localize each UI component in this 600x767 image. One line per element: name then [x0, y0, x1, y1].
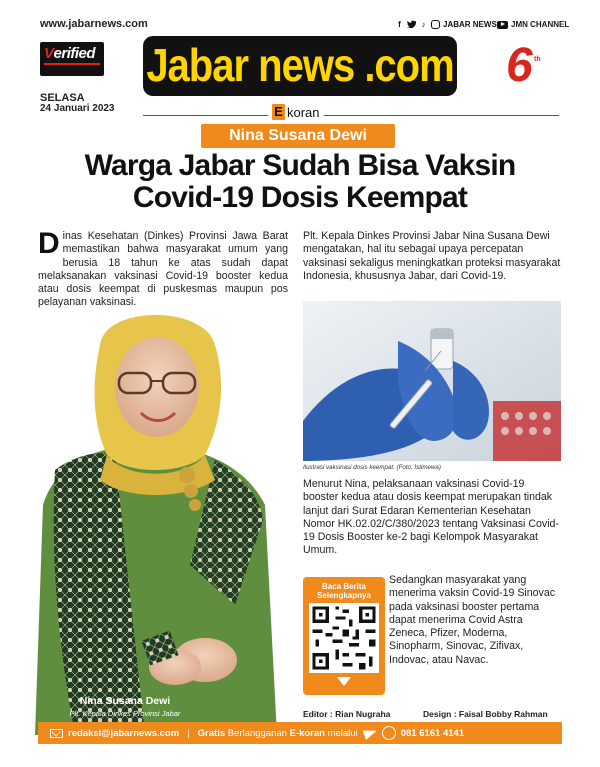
facebook-icon[interactable]: f: [398, 20, 401, 29]
issue-day: SELASA: [40, 92, 85, 104]
photo-caption: Ilustrasi vaksinasi dosis keempat. (Foto: Istimewa): [303, 464, 441, 471]
footer-berlangganan: Berlangganan: [227, 727, 287, 739]
mail-icon: [50, 729, 63, 738]
youtube-icon: [497, 21, 508, 29]
tiktok-icon[interactable]: ♪: [421, 20, 426, 29]
article-paragraph-1: [38, 227, 288, 310]
paragraph-1-text: inas Kesehatan (Dinkes) Provinsi Jawa Barat memastikan bahwa masyarakat umum yang berusia 18 tahun ke atas sudah dapat melaksanakan vaksinasi Covid-19 booster kedua atau dosis keempat di puskesmas maupun pos pelayanan vaksinasi.: [38, 230, 288, 309]
down-arrow-icon: [337, 677, 351, 686]
article-paragraph-2: Plt. Kepala Dinkes Provinsi Jabar Nina Susana Dewi mengatakan, hal itu sebagai upaya percepatan vaksinasi sekaligus meningkatkan proteksi masyarakat Indonesia, khususnya Jabar, dari Covid-19.: [303, 230, 561, 282]
site-url[interactable]: www.jabarnews.com: [40, 18, 148, 30]
footer-email[interactable]: redaksi@jabarnews.com: [68, 727, 180, 739]
social-links: [395, 20, 497, 29]
logo-text: Jabar news .com: [146, 40, 454, 91]
headline-line-1: Warga Jabar Sudah Bisa Vaksin: [84, 149, 516, 182]
anniversary-logo: [500, 39, 552, 102]
dropcap: D: [38, 227, 60, 260]
ekoran-section-label: [268, 104, 324, 120]
read-more-title: Baca Berita Selengkapnya: [317, 582, 371, 600]
ekoran-e-icon: E: [272, 104, 285, 120]
footer-gratis: Gratis: [197, 727, 226, 739]
person-title: Plt. Kepala Dinkes Provinsi Jabar: [69, 709, 181, 718]
social-handle: JABAR NEWS: [443, 20, 497, 29]
section-divider: [143, 115, 559, 116]
headline: [0, 150, 600, 214]
ekoran-label: koran: [287, 104, 320, 120]
editor-credit: Editor : Rian Nugraha: [303, 709, 391, 719]
footer-separator: |: [187, 727, 190, 739]
designer-credit: Design : Faisal Bobby Rahman: [423, 709, 548, 719]
footer-ekoran: E-koran: [289, 727, 325, 739]
verified-logo-text: Verified: [44, 45, 96, 62]
article-paragraph-3: Menurut Nina, pelaksanaan vaksinasi Covid-19 booster kedua atau dosis keempat merupakan tindak lanjut dari Surat Edaran Kementerian Kesehatan Nomor HK.02.02/C/380/2023 tentang Vaksinasi Covid-19 Dosis Booster ke-2 bagi Kelompok Masyarakat Umum.: [303, 478, 559, 557]
vaccine-photo: [303, 301, 561, 461]
telegram-icon[interactable]: [362, 726, 378, 740]
verified-stripe: [44, 63, 100, 65]
headline-line-2: Covid-19 Dosis Keempat: [132, 181, 468, 214]
person-name: Nina Susana Dewi: [79, 695, 171, 707]
issue-date: 24 Januari 2023: [40, 103, 115, 114]
instagram-icon[interactable]: [431, 20, 440, 29]
footer-melalui: melalui: [327, 727, 358, 739]
youtube-channel[interactable]: [497, 20, 569, 29]
footer-phone[interactable]: 081 6161 4141: [400, 727, 465, 739]
jabarnews-logo[interactable]: [143, 36, 457, 96]
anniversary-suffix: th: [534, 56, 541, 63]
channel-label: JMN CHANNEL: [511, 20, 570, 29]
article-paragraph-4: Sedangkan masyarakat yang menerima vaksin Covid-19 Sinovac pada vaksinasi booster pertama dapat menerima Covid Astra Zeneca, Pfizer, Moderna, Sinopharm, Sinovac, Zifivax, Indovac, atau Navac.: [389, 574, 556, 666]
footer-bar: [38, 722, 562, 744]
verified-badge: [40, 42, 104, 76]
read-more-box[interactable]: [303, 577, 385, 695]
whatsapp-icon[interactable]: [382, 726, 396, 740]
anniversary-number: 6: [506, 39, 533, 92]
twitter-icon[interactable]: [407, 20, 416, 29]
qr-code[interactable]: [309, 603, 379, 673]
portrait-photo: [15, 305, 295, 735]
subject-name-tag: Nina Susana Dewi: [201, 124, 395, 148]
